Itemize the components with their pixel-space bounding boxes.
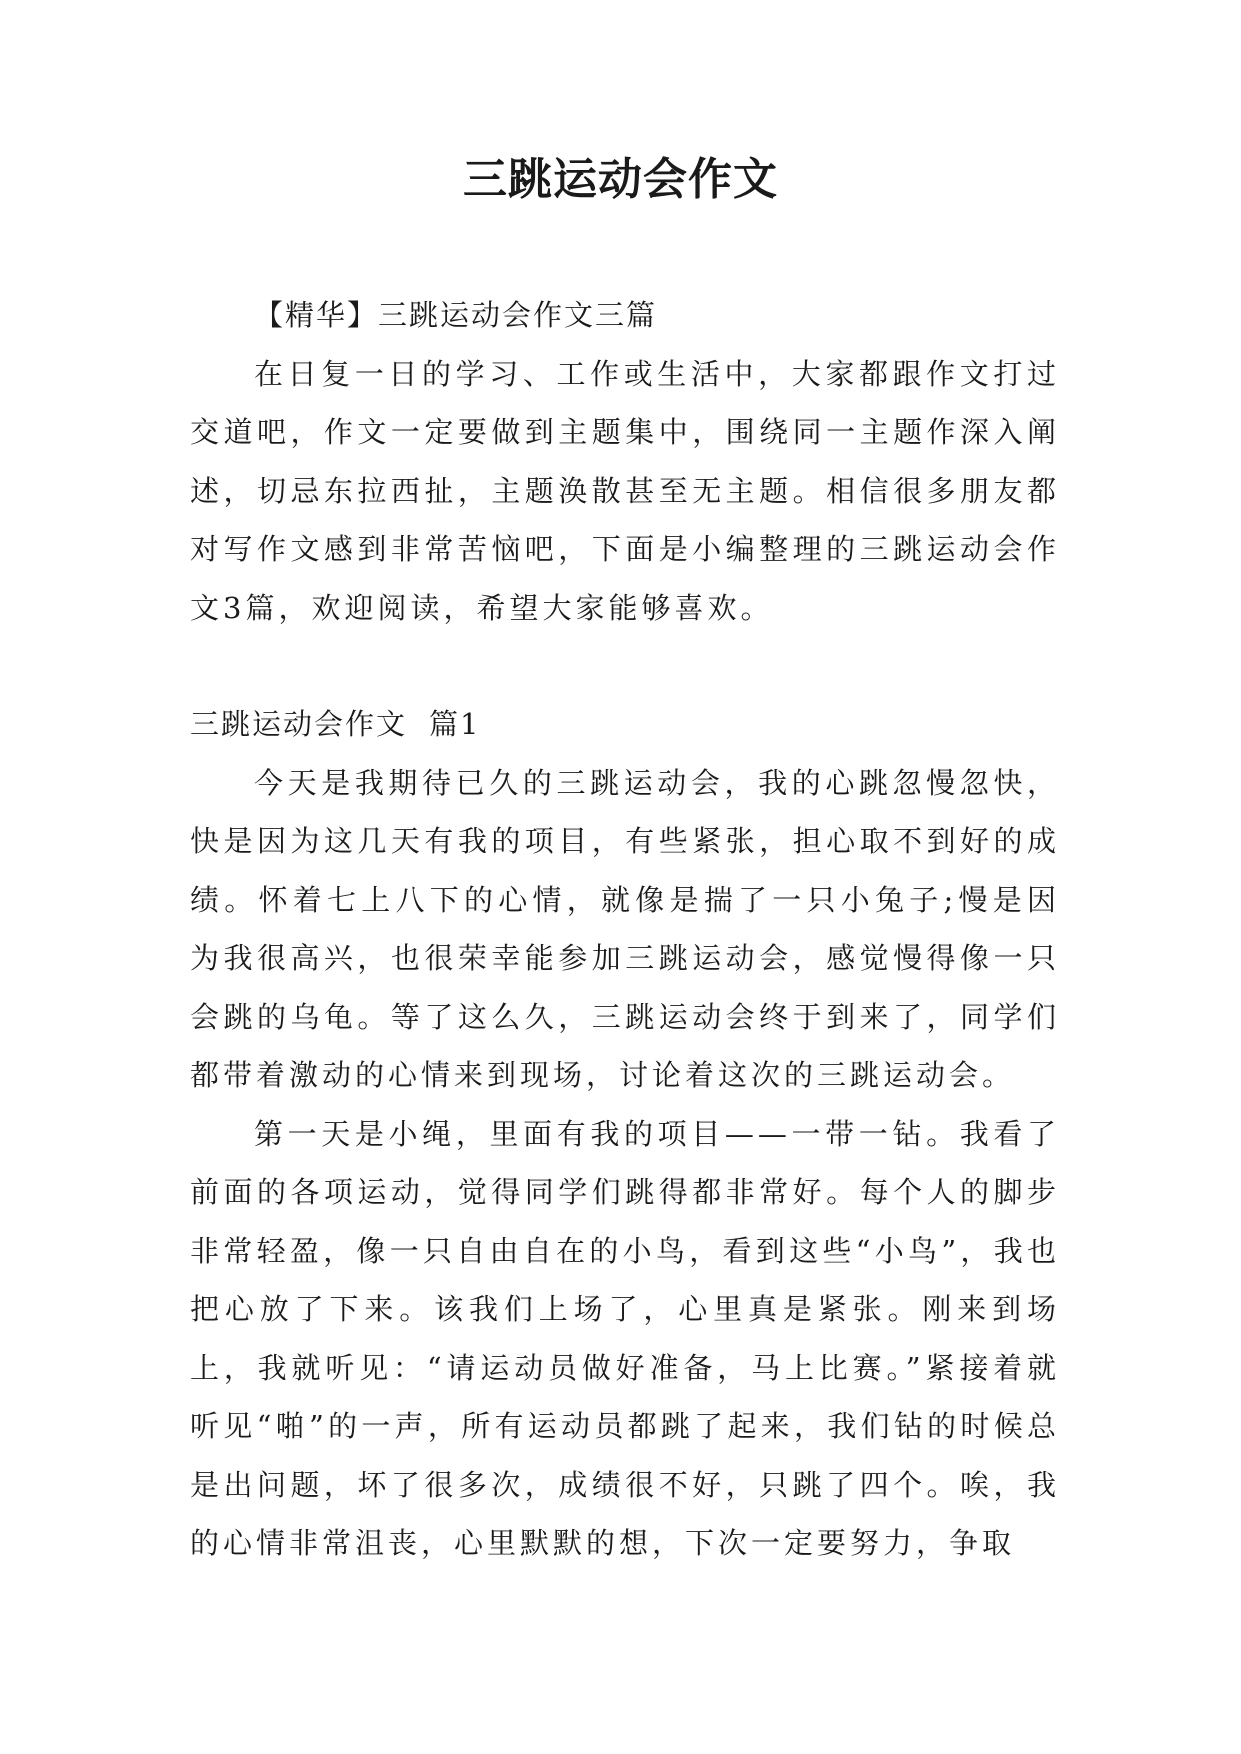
section-spacer [190, 637, 1060, 695]
section-heading-title: 三跳运动会作文 [190, 707, 408, 741]
section-heading-number: 篇1 [429, 707, 481, 741]
section-heading [190, 695, 1060, 754]
body-paragraph-1: 今天是我期待已久的三跳运动会，我的心跳忽慢忽快，快是因为这几天有我的项目，有些紧张，担心取不到好的成绩。怀着七上八下的心情，就像是揣了一只小兔子;慢是因为我很高兴，也很荣幸能参加三跳运动会，感觉慢得像一只会跳的乌龟。等了这么久，三跳运动会终于到来了，同学们都带着激动的心情来到现场，讨论着这次的三跳运动会。 [190, 765, 1060, 1092]
lead-line: 【精华】三跳运动会作文三篇 [254, 298, 658, 332]
intro-paragraph: 在日复一日的学习、工作或生活中，大家都跟作文打过交道吧，作文一定要做到主题集中，围绕同一主题作深入阐述，切忌东拉西扯，主题涣散甚至无主题。相信很多朋友都对写作文感到非常苦恼吧，下面是小编整理的三跳运动会作文3篇，欢迎阅读，希望大家能够喜欢。 [190, 356, 1060, 625]
body-paragraph-2: 第一天是小绳，里面有我的项目——一带一钻。我看了前面的各项运动，觉得同学们跳得都非常好。每个人的脚步非常轻盈，像一只自由自在的小鸟，看到这些“小鸟”，我也把心放了下来。该我们上场了，心里真是紧张。刚来到场上，我就听见：“请运动员做好准备，马上比赛。”紧接着就听见“啪”的一声，所有运动员都跳了起来，我们钻的时候总是出问题，坏了很多次，成绩很不好，只跳了四个。唉，我的心情非常沮丧，心里默默的想，下次一定要努力，争取 [190, 1116, 1060, 1560]
document-body [190, 286, 1060, 1573]
document-title: 三跳运动会作文 [463, 154, 778, 205]
